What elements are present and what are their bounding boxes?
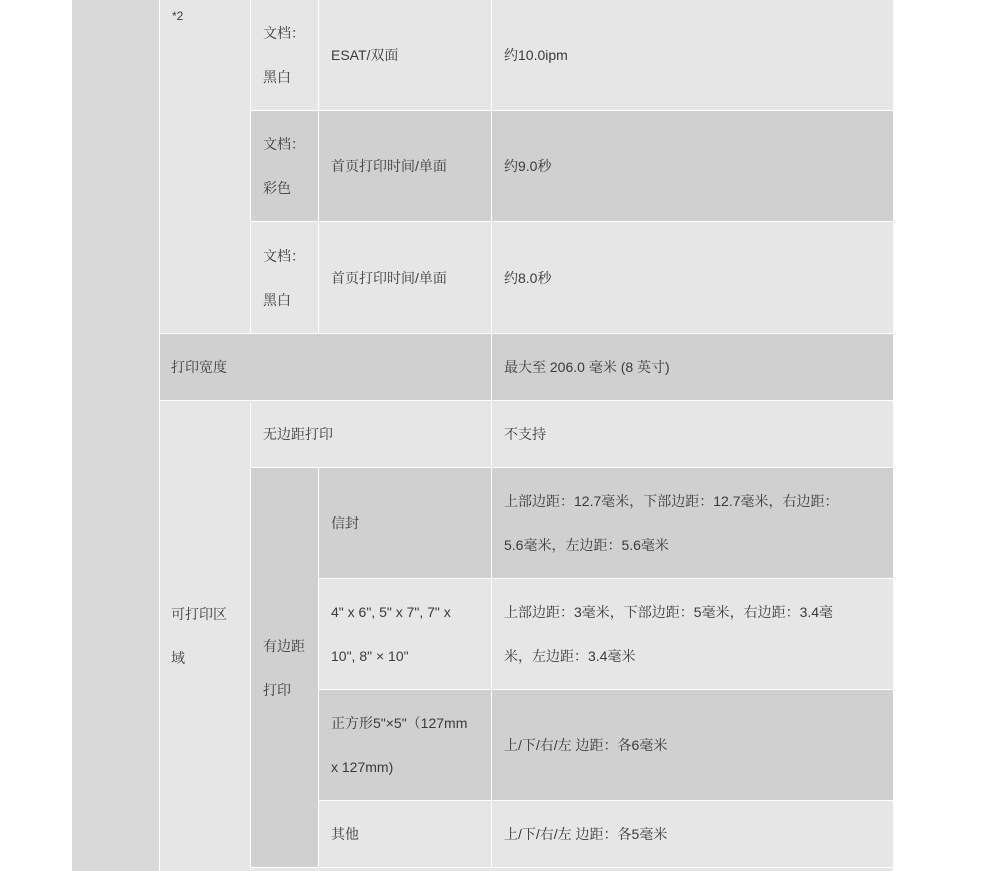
printable-area-label bbox=[160, 401, 250, 871]
category-line-2: 黑白 bbox=[263, 291, 291, 308]
value-text: 约9.0秒 bbox=[504, 158, 552, 174]
footnote-marker: *2 bbox=[172, 9, 184, 23]
item-text: 首页打印时间/单面 bbox=[331, 269, 447, 286]
item-line-1: 4" x 6", 5" x 7", 7" x bbox=[331, 604, 451, 620]
label-line-1: 可打印区 bbox=[171, 606, 227, 622]
item-line-2: 10", 8" × 10" bbox=[331, 648, 409, 664]
print-width-label bbox=[160, 334, 491, 400]
category-line-1: 文档： bbox=[263, 247, 305, 264]
doc-color-item bbox=[319, 111, 491, 221]
doc-bw-2-value bbox=[492, 222, 893, 333]
value-line-1: 上部边距：12.7毫米，下部边距：12.7毫米，右边距： bbox=[504, 493, 839, 509]
doc-color-category bbox=[251, 111, 318, 221]
doc-bw-1-value bbox=[492, 0, 893, 110]
item-text: 信封 bbox=[331, 515, 359, 531]
item-text: ESAT/双面 bbox=[331, 47, 399, 63]
doc-color-value bbox=[492, 111, 893, 221]
item-text: 其他 bbox=[331, 826, 359, 842]
doc-bw-2-category bbox=[251, 222, 318, 333]
envelope-value bbox=[492, 468, 893, 578]
square-value bbox=[492, 690, 893, 800]
other-item bbox=[319, 801, 491, 867]
value-line-2: 米，左边距：3.4毫米 bbox=[504, 648, 636, 664]
print-width-value bbox=[492, 334, 893, 400]
label-line-1: 有边距 bbox=[263, 637, 305, 654]
label-line-2: 域 bbox=[171, 650, 185, 666]
category-line-2: 黑白 bbox=[263, 69, 291, 85]
borderless-label bbox=[251, 401, 491, 467]
photo-item bbox=[319, 579, 491, 689]
footnote-group-cell bbox=[160, 0, 250, 333]
value-text: 上/下/右/左 边距：各5毫米 bbox=[504, 826, 668, 842]
item-line-1: 正方形5"×5"（127mm bbox=[331, 715, 468, 731]
left-side-column bbox=[72, 0, 159, 871]
category-line-1: 文档： bbox=[263, 25, 305, 41]
category-line-1: 文档： bbox=[263, 136, 305, 152]
item-line-2: x 127mm) bbox=[331, 759, 394, 775]
other-value bbox=[492, 801, 893, 867]
category-line-2: 彩色 bbox=[263, 180, 291, 196]
doc-bw-2-item bbox=[319, 222, 491, 333]
value-text: 不支持 bbox=[504, 426, 546, 442]
doc-bw-1-category bbox=[251, 0, 318, 110]
item-text: 首页打印时间/单面 bbox=[331, 158, 447, 174]
value-text: 约8.0秒 bbox=[504, 269, 552, 286]
value-line-2: 5.6毫米，左边距：5.6毫米 bbox=[504, 537, 669, 553]
photo-value bbox=[492, 579, 893, 689]
envelope-item bbox=[319, 468, 491, 578]
value-text: 上/下/右/左 边距：各6毫米 bbox=[504, 737, 668, 753]
value-text: 约10.0ipm bbox=[504, 47, 568, 63]
label-line-2: 打印 bbox=[263, 681, 291, 698]
label-text: 无边距打印 bbox=[263, 426, 333, 442]
doc-bw-1-item bbox=[319, 0, 491, 110]
borderless-value bbox=[492, 401, 893, 467]
label-text: 打印宽度 bbox=[171, 359, 227, 375]
value-text: 最大至 206.0 毫米 (8 英寸) bbox=[504, 359, 670, 375]
value-line-1: 上部边距：3毫米，下部边距：5毫米，右边距：3.4毫 bbox=[504, 604, 834, 620]
square-item bbox=[319, 690, 491, 800]
bordered-label bbox=[251, 468, 318, 867]
